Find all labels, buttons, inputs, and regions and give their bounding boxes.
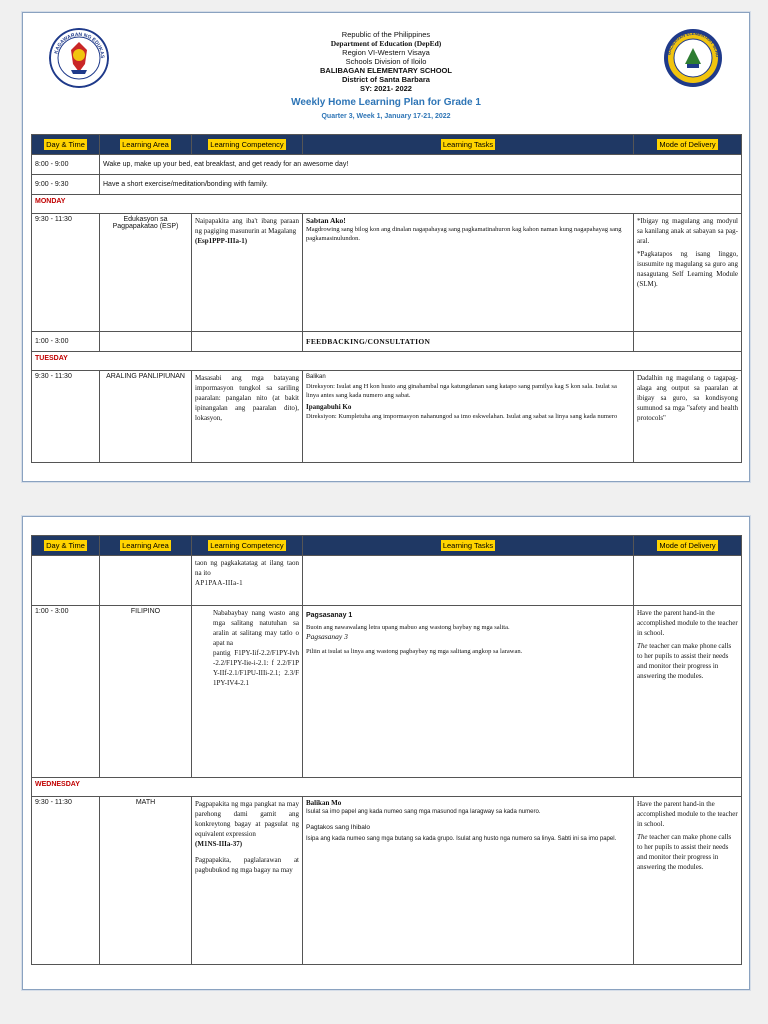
weekly-plan-table-continued — [31, 535, 742, 965]
learning-tasks: Balikan Direksyon: Isulat ang H kon husto ang ginahambal nga katungdanan sang katapo sang pamilya kag S kon sala. Isulat sa linya antes sang kada numero ang sabat. Ipangabuhi Ko Direksiyon: Kumpletuha ang impormasyon nahanungod sa imo eskwelahan. Isulat ang sabat sa linya sang kada numero — [303, 371, 634, 463]
weekly-plan-table — [31, 134, 742, 463]
col-learning-competency: Learning Competency — [192, 536, 303, 556]
table-header-row — [32, 536, 742, 556]
col-learning-area: Learning Area — [100, 135, 192, 155]
learning-competency: Naipapakita ang iba't ibang paraan ng pagiging masunurin at Magalang (Esp1PPP-IIIa-1) — [192, 214, 303, 332]
district-line: District of Santa Barbara — [342, 75, 430, 84]
school-year: SY: 2021- 2022 — [360, 84, 412, 93]
table-row — [32, 175, 742, 195]
mode-of-delivery: *Ibigay ng magulang ang modyul sa kanilang anak at sabayan sa pag-aral. *Pagkatapos ng isang linggo, isusumite ng magulang sa guro ang nasagutang Self Learning Module (SLM). — [634, 214, 742, 332]
page-2 — [22, 516, 750, 990]
day-label: TUESDAY — [32, 352, 742, 371]
row-time: 1:00 - 3:00 — [32, 332, 100, 352]
table-row — [32, 214, 742, 332]
row-time: 1:00 - 3:00 — [32, 606, 100, 778]
col-day-time: Day & Time — [32, 536, 100, 556]
empty-cell — [303, 556, 634, 606]
col-learning-tasks: Learning Tasks — [303, 536, 634, 556]
learning-area: MATH — [100, 797, 192, 965]
seal-text: KAGAWARAN NG EDUKAS — [53, 31, 106, 59]
mode-of-delivery: Have the parent hand-in the accomplished module to the teacher in school. The teacher can make phone calls to her pupils to assist their needs and monitor their progress in answering the modules. — [634, 797, 742, 965]
table-row — [32, 155, 742, 175]
republic-line: Republic of the Philippines — [341, 30, 431, 39]
school-seal-text: BALIBAGAN ELEMENTARY SCHO — [666, 30, 721, 58]
learning-competency: Masasabi ang mga batayang impormasyon tungkol sa sariling paaralan: pangalan nito (at bakit ipinangalan ang paaralan dito), lokasyon, — [192, 371, 303, 463]
feedback-label: FEEDBACKING/CONSULTATION — [303, 332, 634, 352]
learning-area: FILIPINO — [100, 606, 192, 778]
page-1 — [22, 12, 750, 482]
school-name: BALIBAGAN ELEMENTARY SCHOOL — [320, 66, 452, 75]
col-day-time: Day & Time — [32, 135, 100, 155]
day-row-tuesday — [32, 352, 742, 371]
learning-competency: Nababaybay nang wasto ang mga salitang natutuhan sa aralin at salitang may tatlo o apat na pantig F1PY-Iif-2.2/F1PY-Ivh-2.2/F1PY-Iie-i-2.1: f 2.2/F1PY-IIf-2.1/F1PU-IIIi-2.1; 2.3/F1PY-IV4-2.1 — [192, 606, 303, 778]
table-header-row — [32, 135, 742, 155]
empty-cell — [100, 332, 192, 352]
table-row — [32, 606, 742, 778]
empty-cell — [634, 556, 742, 606]
col-learning-competency: Learning Competency — [192, 135, 303, 155]
empty-cell — [192, 332, 303, 352]
table-row — [32, 797, 742, 965]
region-line: Region VI-Western Visaya — [342, 48, 430, 57]
empty-cell — [32, 556, 100, 606]
row-time: 8:00 - 9:00 — [32, 155, 100, 175]
learning-tasks: Pagsasanay 1 Buoin ang nawawalang letra upang mabuo ang wastong baybay ng mga salita. Pagsasanay 3 Piliin at isulat sa linya ang wastong pagbaybay ng mga salitang angkop sa larawan. — [303, 606, 634, 778]
learning-competency: Pagpapakita ng mga pangkat na may parehong dami gamit ang konkreytong bagay at pagsulat ng equivalent expression (M1NS-IIIa-37) Pagpapakita, paglalarawan at pagbubukod ng mga bagay na may — [192, 797, 303, 965]
row-text: Wake up, make up your bed, eat breakfast, and get ready for an awesome day! — [100, 155, 742, 175]
empty-cell — [634, 332, 742, 352]
empty-cell — [100, 556, 192, 606]
table-row — [32, 556, 742, 606]
row-time: 9:30 - 11:30 — [32, 797, 100, 965]
day-label: MONDAY — [32, 195, 742, 214]
learning-tasks: Sabtan Ako! Magdrowing sang bilog kon ang dinalan nagapahayag sang pagkamatinahuron kag kahon naman kung nagapahayag sang pagkamasinulundon. — [303, 214, 634, 332]
learning-area: Edukasyon sa Pagpapakatao (ESP) — [100, 214, 192, 332]
row-time: 9:30 - 11:30 — [32, 214, 100, 332]
division-line: Schools Division of Iloilo — [345, 57, 427, 66]
row-time: 9:30 - 11:30 — [32, 371, 100, 463]
col-mode-of-delivery: Mode of Delivery — [634, 135, 742, 155]
learning-area: ARALING PANLIPIUNAN — [100, 371, 192, 463]
plan-title: Weekly Home Learning Plan for Grade 1 — [291, 97, 481, 108]
row-text: Have a short exercise/meditation/bonding with family. — [100, 175, 742, 195]
col-learning-tasks: Learning Tasks — [303, 135, 634, 155]
col-mode-of-delivery: Mode of Delivery — [634, 536, 742, 556]
learning-tasks: Balikan Mo Isulat sa imo papel ang kada numeo sang mga masunod nga laragway sa kada numero. Pagtakos sang Ihibalo Isipa ang kada numeo sang mga butang sa kada grupo. Isulat ang husto nga numero sa linya. Sabti ini sa imo papel. — [303, 797, 634, 965]
mode-of-delivery: Have the parent hand-in the accomplished module to the teacher in school. The teacher can make phone calls to her pupils to assist their needs and monitor their progress in answering the modules. — [634, 606, 742, 778]
col-learning-area: Learning Area — [100, 536, 192, 556]
department-line: Department of Education (DepEd) — [330, 39, 442, 48]
table-row — [32, 371, 742, 463]
letterhead — [23, 13, 749, 131]
plan-subtitle: Quarter 3, Week 1, January 17-21, 2022 — [321, 113, 451, 120]
day-row-wednesday — [32, 778, 742, 797]
table-row — [32, 332, 742, 352]
mode-of-delivery: Dadalhin ng magulang o tagapag-alaga ang output sa paaralan at ibigay sa guro, sa kondisyong sumunod sa mga "safety and health protocols" — [634, 371, 742, 463]
day-label: WEDNESDAY — [32, 778, 742, 797]
learning-competency: taon ng pagkakatatag at ilang taon na ito AP1PAA-IIIa-1 — [192, 556, 303, 606]
row-time: 9:00 - 9:30 — [32, 175, 100, 195]
day-row-monday — [32, 195, 742, 214]
